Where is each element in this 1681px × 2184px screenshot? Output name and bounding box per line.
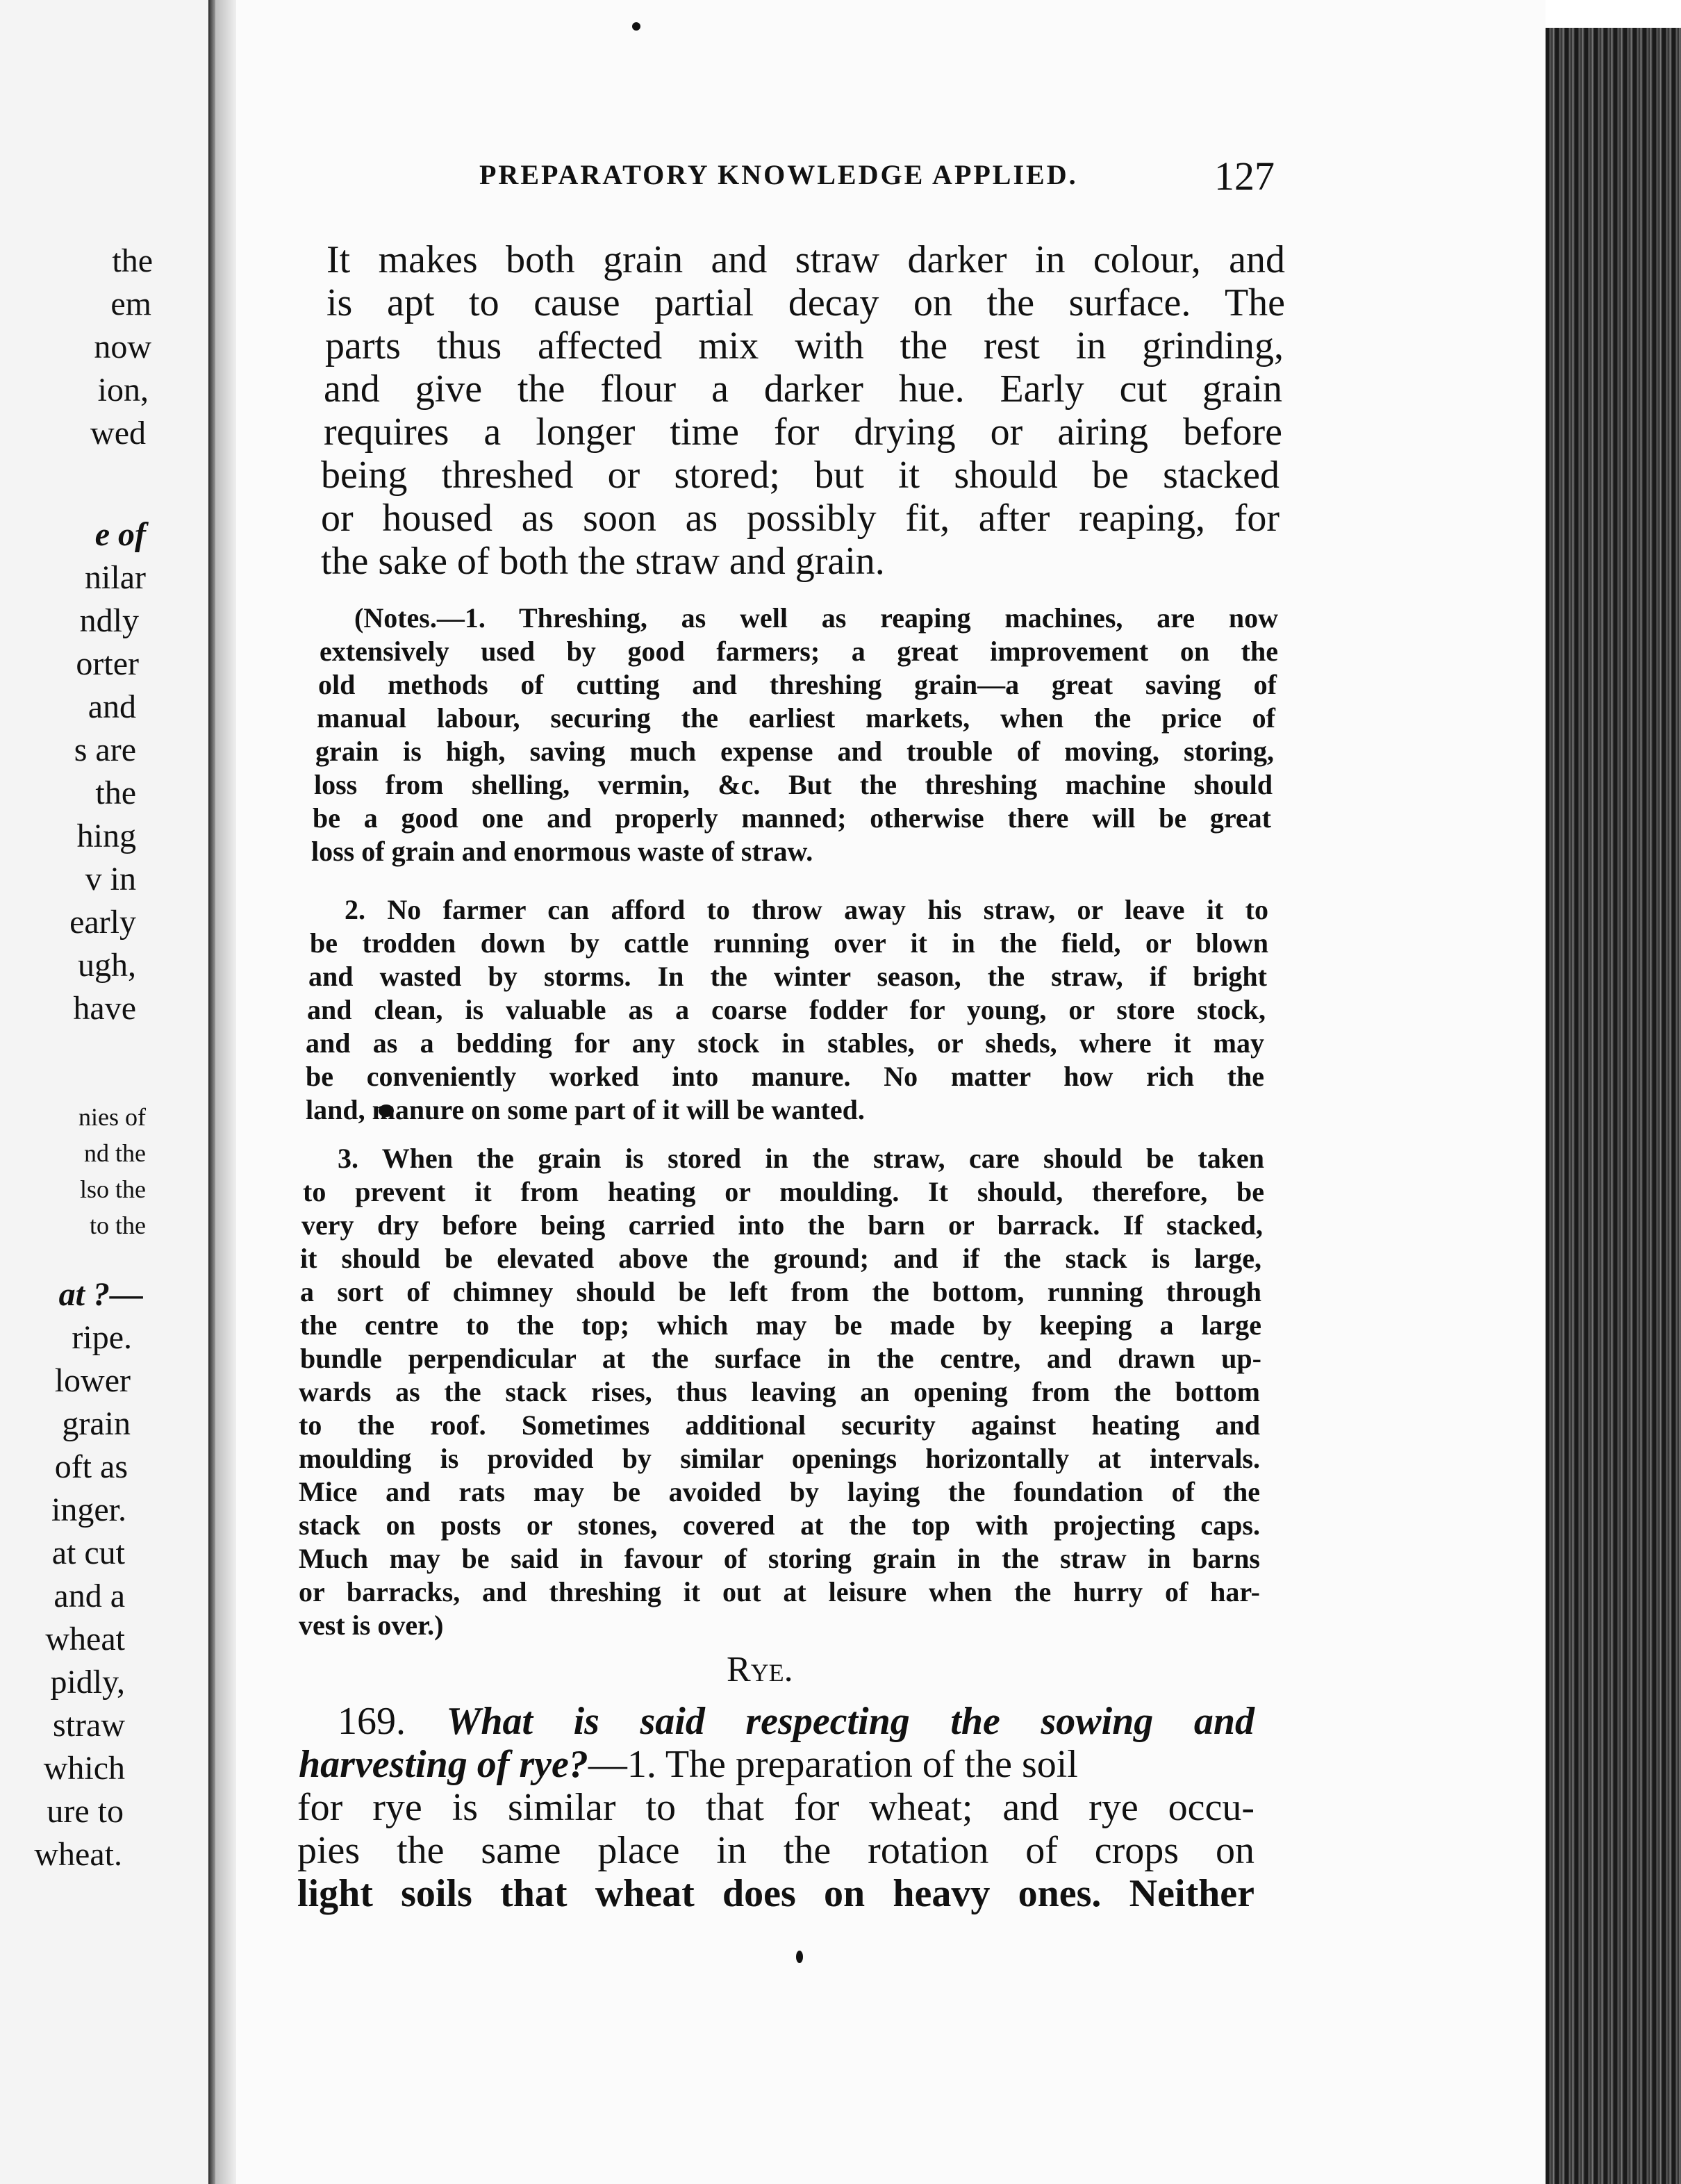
text-line: requires a longer time for drying or airing before [324,411,1282,454]
note-line: a sort of chimney should be left from the bottom, running through [300,1276,1261,1307]
note-line: 2. No farmer can afford to throw away his straw, or leave it to [345,894,1268,925]
note-line: Mice and rats may be avoided by laying the foundation of the [299,1476,1260,1507]
note-line: manual labour, securing the earliest markets, when the price of [317,702,1275,734]
note-line: land, manure on some part of it will be wanted. [306,1094,865,1125]
note-line: be conveniently worked into manure. No matter how rich the [306,1061,1264,1092]
question-first-line [338,1702,1254,1741]
book-gutter [208,0,215,2184]
left-page-fragment-line: wheat. [34,1836,122,1873]
text-line: light soils that wheat does on heavy ones. Neither [297,1872,1254,1915]
question-second-line [299,1745,1254,1784]
left-page-fragment-line: inger. [51,1491,126,1528]
left-page-fragment-line: s are [74,731,136,768]
text-line: It makes both grain and straw darker in colour, and [326,238,1285,281]
note-line: to prevent it from heating or moulding. It should, therefore, be [303,1176,1264,1207]
page-edges [1546,28,1681,2184]
left-page-fragment-line: v in [85,861,136,897]
left-page-fragment-line: now [94,329,151,365]
note-line: and wasted by storms. In the winter season, the straw, if bright [308,961,1267,992]
page-edge-top [1546,0,1681,28]
text-line: and give the flour a darker hue. Early cut grain [324,367,1282,411]
left-page-fragment-line: to the [90,1211,146,1239]
text-line: for rye is similar to that for wheat; and rye occu- [297,1786,1254,1829]
left-page-fragment-line: ion, [97,372,149,408]
left-page-fragment-line: hing [76,818,136,854]
note-line: or barracks, and threshing it out at leisure when the hurry of har- [299,1576,1260,1607]
left-page-fragment [0,0,208,2184]
left-page-fragment-line: nies of [78,1103,146,1131]
note-line: wards as the stack rises, thus leaving an opening from the bottom [299,1376,1260,1407]
note-line: old methods of cutting and threshing grain—a great saving of [318,669,1277,700]
left-page-fragment-line: e of [94,516,146,553]
note-line: moulding is provided by similar openings horizontally at intervals. [299,1443,1260,1474]
note-line: it should be elevated above the ground; and if the stack is large, [300,1243,1261,1274]
text-line: is apt to cause partial decay on the surface. The [326,281,1285,324]
left-page-fragment-line: wheat [45,1621,125,1657]
left-page-fragment-line: lso the [80,1175,146,1203]
left-page-fragment-line: ure to [47,1793,124,1830]
note-line: very dry before being carried into the barn or barrack. If stacked, [301,1209,1263,1241]
note-line: and as a bedding for any stock in stables, or sheds, where it may [306,1027,1264,1059]
book-gutter-fade [215,0,236,2184]
text-line: or housed as soon as possibly fit, after reaping, for [321,497,1280,540]
ink-speck [632,22,640,31]
note-line: Much may be said in favour of storing grain in the straw in barns [299,1543,1260,1574]
left-page-fragment-line: ndly [79,602,139,639]
note-line: the centre to the top; which may be made by keeping a large [300,1309,1261,1341]
note-line: grain is high, saving much expense and trouble of moving, storing, [315,736,1274,767]
note-line: vest is over.) [299,1610,444,1641]
note-line: 3. When the grain is stored in the straw, care should be taken [338,1143,1264,1174]
left-page-fragment-line: orter [76,645,139,682]
text-line: the sake of both the straw and grain. [321,540,885,583]
note-line: bundle perpendicular at the surface in the centre, and drawn up- [300,1343,1261,1374]
left-page-fragment-line: the [95,775,136,811]
note-line: extensively used by good farmers; a great improvement on the [320,636,1278,667]
note-line: stack on posts or stones, covered at the top with projecting caps. [299,1509,1260,1541]
answer-text: —1. The preparation of the soil [588,1743,1078,1786]
left-page-fragment-line: grain [62,1405,131,1442]
left-page-fragment-line: at cut [51,1534,125,1571]
left-page-fragment-line: at ?— [58,1276,143,1313]
note-line: to the roof. Sometimes additional security against heating and [299,1409,1260,1441]
note-line: be a good one and properly manned; otherwise there will be great [313,802,1271,834]
left-page-fragment-line: the [112,242,153,279]
left-page-fragment-line: ugh, [78,947,136,984]
question-text: harvesting of rye? [299,1743,588,1786]
left-page-fragment-line: have [73,990,136,1027]
left-page-fragment-line: nd the [84,1139,146,1167]
question-number: 169. [338,1700,406,1743]
left-page-fragment-line: and [88,688,136,725]
note-line: loss from shelling, vermin, &c. But the threshing machine should [314,769,1273,800]
left-page-fragment-line: nilar [85,559,146,596]
left-page-fragment-line: which [43,1750,125,1787]
text-line: parts thus affected mix with the rest in grinding, [325,324,1284,367]
page-number: 127 [1214,154,1275,199]
left-page-fragment-line: lower [54,1362,131,1399]
text-line: being threshed or stored; but it should be stacked [321,454,1280,497]
left-page-fragment-line: ripe. [72,1319,132,1356]
left-page-fragment-line: early [69,904,136,941]
left-page-text-column [0,0,208,2184]
note-line: be trodden down by cattle running over it in the field, or blown [310,927,1268,959]
left-page-fragment-line: wed [90,415,146,452]
section-heading: Rye. [727,1650,793,1689]
ink-speck [796,1951,803,1963]
note-line: (Notes.—1. Threshing, as well as reaping machines, are now [354,602,1278,634]
left-page-fragment-line: straw [53,1707,125,1744]
left-page-fragment-line: em [110,286,151,322]
text-line: pies the same place in the rotation of crops on [297,1829,1254,1872]
note-line: and clean, is valuable as a coarse fodder for young, or store stock, [307,994,1266,1025]
left-page-fragment-line: and a [53,1578,125,1614]
question-text: What is said respecting the sowing and [446,1700,1254,1743]
running-head: PREPARATORY KNOWLEDGE APPLIED. [479,159,1078,190]
note-line: loss of grain and enormous waste of straw. [311,836,813,867]
left-page-fragment-line: pidly, [50,1664,125,1701]
left-page-fragment-line: oft as [54,1448,128,1485]
